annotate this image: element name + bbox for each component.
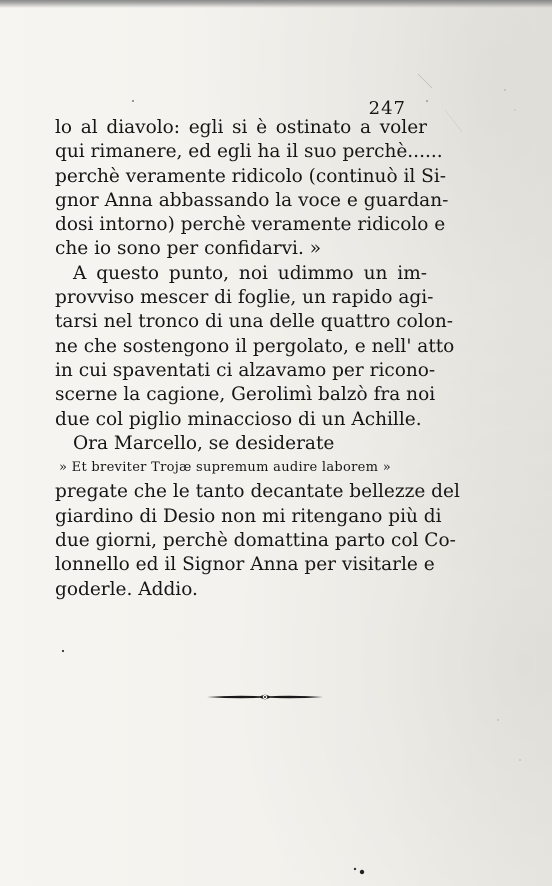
text-line: due giorni, perchè domattina parto col Co- <box>55 530 456 552</box>
text-line: lonnello ed il Signor Anna per visitarle e <box>55 554 435 576</box>
page-top-edge <box>0 0 552 8</box>
text-line: Ora Marcello, se desiderate <box>73 432 335 454</box>
text-line: giardino di Desio non mi ritengano più di <box>55 505 442 527</box>
text-line: scerne la cagione, Gerolimì balzò fra noi <box>55 384 436 406</box>
text-line: ne che sostengono il pergolato, e nell' atto <box>55 335 455 357</box>
text-line: dosi intorno) perchè veramente ridicolo e <box>55 214 446 236</box>
text-line: goderle. Addio. <box>55 578 198 600</box>
text-line: gnor Anna abbassando la voce e guardan- <box>55 189 449 211</box>
text-line: A questo punto, noi udimmo un im- <box>73 262 427 284</box>
body-text <box>55 116 460 602</box>
text-line: in cui spaventati ci alzavamo per ricono- <box>55 359 436 381</box>
latin-quotation: » Et breviter Trojæ supremum audire laborem » <box>59 460 391 476</box>
page-number: 247 <box>368 98 406 119</box>
text-line: lo al diavolo: egli si è ostinato a voler <box>55 117 427 138</box>
text-line: che io sono per confidarvi. » <box>55 238 322 260</box>
text-line: due col piglio minaccioso di un Achille. <box>55 408 422 430</box>
text-line: qui rimanere, ed egli ha il suo perchè...... <box>55 141 443 163</box>
text-line: pregate che le tanto decantate bellezze del <box>55 481 460 503</box>
text-line: perchè veramente ridicolo (continuò il Si- <box>55 165 447 187</box>
text-line: tarsi nel tronco di una delle quattro colon- <box>55 311 454 333</box>
text-line: provviso mescer di foglie, un rapido agi- <box>55 287 434 309</box>
end-ornament-icon <box>205 692 325 702</box>
